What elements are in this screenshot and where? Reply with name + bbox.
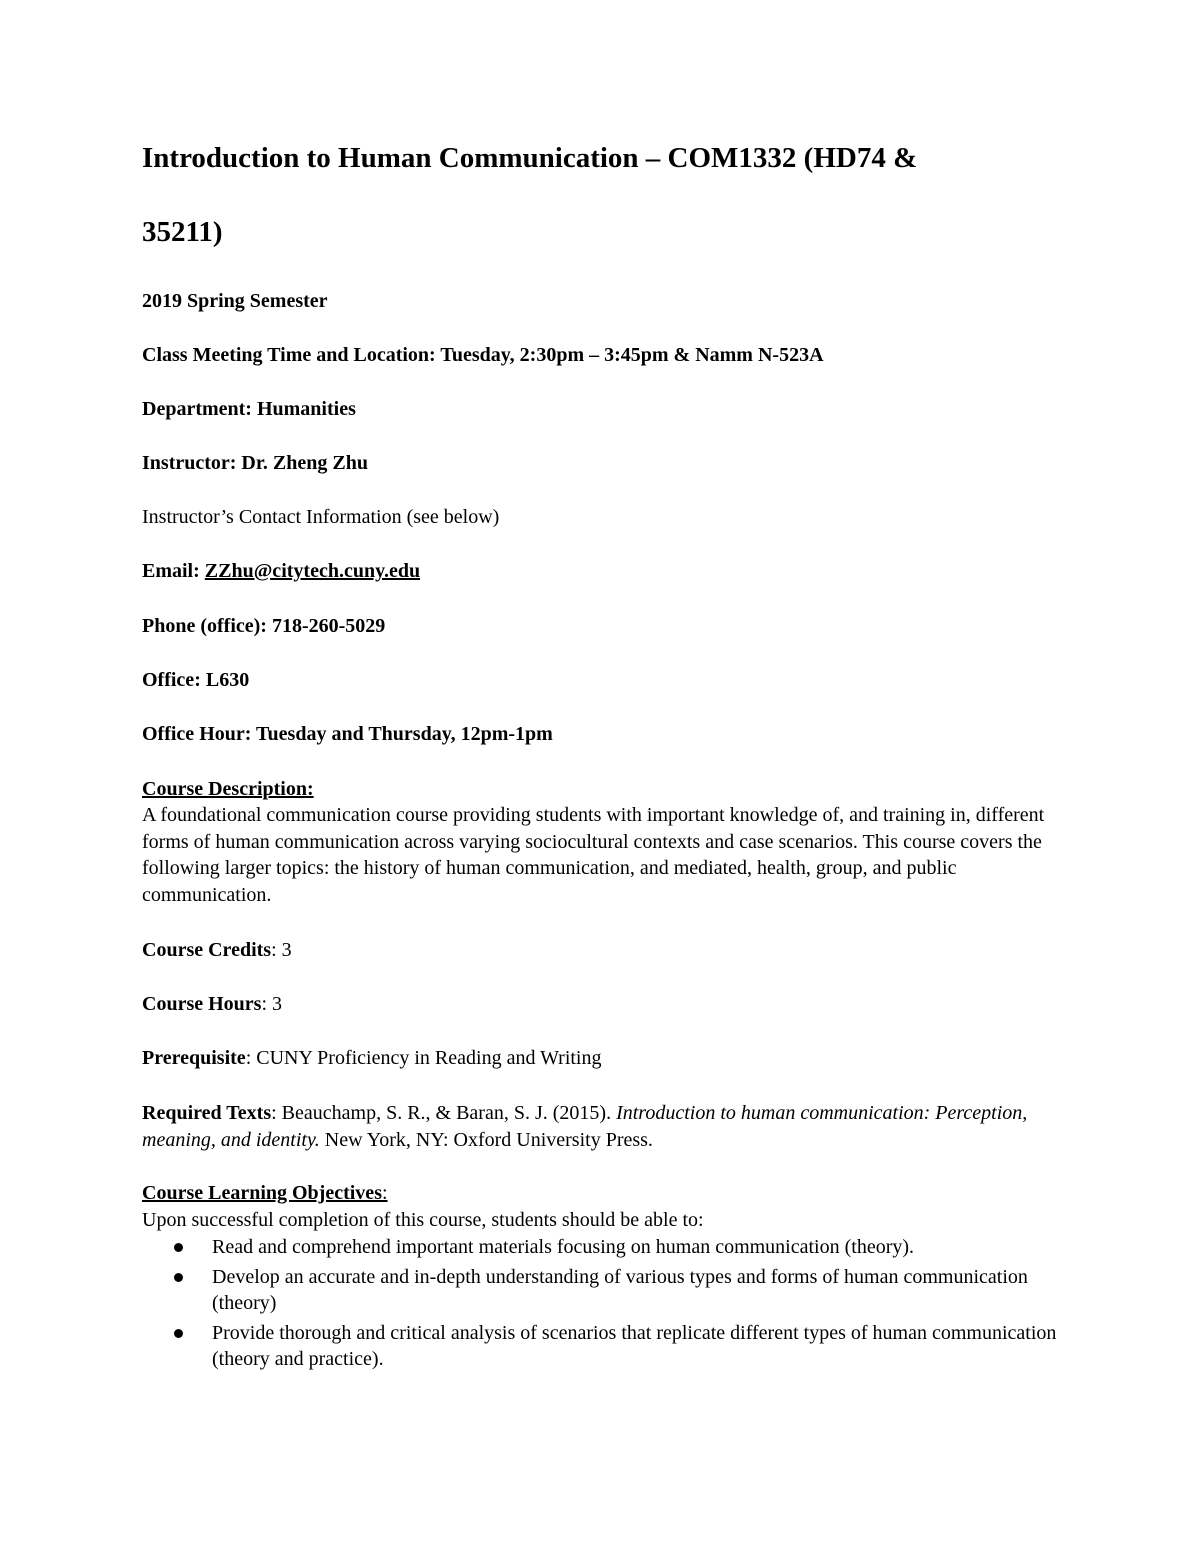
course-hours-label: Course Hours [142, 993, 262, 1015]
prerequisite [142, 1045, 602, 1071]
objective-text: Read and comprehend important materials focusing on human communication (theory). [212, 1236, 915, 1258]
objectives-list [142, 1234, 1062, 1376]
objectives-intro: Upon successful completion of this course, students should be able to: [142, 1209, 704, 1231]
required-texts-citation: : Beauchamp, S. R., & Baran, S. J. (2015). [271, 1102, 617, 1124]
course-title-line-2: 35211) [142, 216, 223, 248]
objective-item [142, 1264, 1062, 1317]
course-hours-value: : 3 [261, 993, 283, 1015]
objective-text: Develop an accurate and in-depth understanding of various types and forms of human communication (theory) [212, 1265, 1028, 1314]
objective-text: Provide thorough and critical analysis of scenarios that replicate different types of human communication (theory and practice). [212, 1321, 1057, 1370]
required-texts-label: Required Texts [142, 1102, 272, 1124]
instructor: Instructor: Dr. Zheng Zhu [142, 452, 368, 474]
email-label: Email: [142, 560, 205, 582]
objective-item [142, 1234, 1062, 1261]
email-line [142, 558, 420, 584]
required-texts-book-title: Introduction to human communication: Perception, meaning, and identity. [142, 1102, 1028, 1151]
semester: 2019 Spring Semester [142, 290, 328, 312]
course-description-heading: Course Description: [142, 778, 314, 800]
course-title-line-1: Introduction to Human Communication – COM1332 (HD74 & [142, 142, 918, 174]
objectives-heading-colon: : [381, 1182, 388, 1204]
bullet-icon [174, 1273, 183, 1282]
bullet-icon [174, 1329, 183, 1338]
office: Office: L630 [142, 669, 250, 691]
objective-item [142, 1320, 1062, 1373]
phone: Phone (office): 718-260-5029 [142, 615, 386, 637]
email-link[interactable]: ZZhu@citytech.cuny.edu [204, 560, 421, 582]
course-description-text: A foundational communication course providing students with important knowledge of, and training in, different forms of human communication across varying sociocultural contexts and case scenarios. This course covers the following larger topics: the history of human communication, and mediated, health, group, and public communication. [142, 804, 1045, 906]
contact-information: Instructor’s Contact Information (see below) [142, 506, 500, 528]
department: Department: Humanities [142, 398, 356, 420]
objectives-heading: Course Learning Objectives [142, 1182, 382, 1204]
required-texts [142, 1100, 1052, 1153]
course-credits [142, 937, 292, 963]
course-hours [142, 991, 282, 1017]
course-credits-value: : 3 [271, 939, 292, 961]
office-hour: Office Hour: Tuesday and Thursday, 12pm-1pm [142, 723, 553, 745]
course-credits-label: Course Credits [142, 939, 272, 961]
objectives-heading-line [142, 1180, 388, 1206]
bullet-icon [174, 1243, 183, 1252]
prerequisite-label: Prerequisite [142, 1047, 246, 1069]
prerequisite-value: : CUNY Proficiency in Reading and Writing [245, 1047, 602, 1069]
required-texts-publisher: New York, NY: Oxford University Press. [319, 1128, 653, 1151]
class-meeting: Class Meeting Time and Location: Tuesday, 2:30pm – 3:45pm & Namm N-523A [142, 344, 824, 366]
